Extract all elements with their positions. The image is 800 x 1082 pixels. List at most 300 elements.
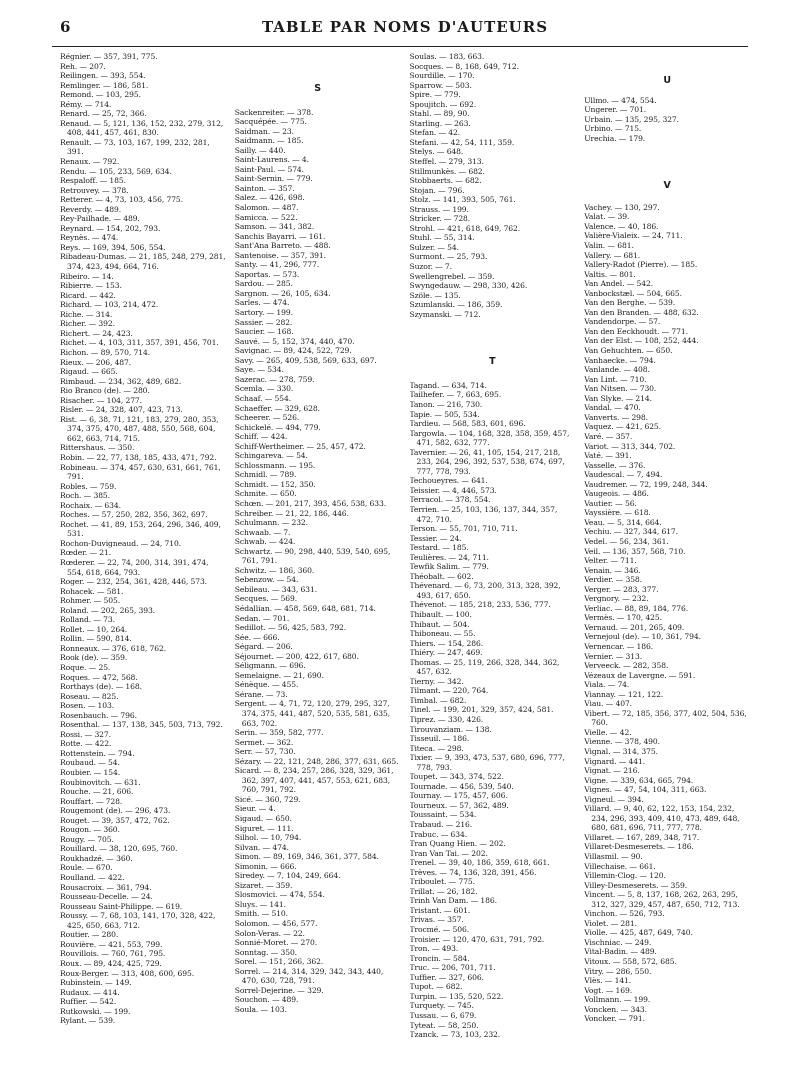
index-entry: Vignes. — 47, 54, 104, 311, 663. — [584, 785, 707, 795]
index-entry: Van den Branden. — 488, 632. — [584, 307, 699, 317]
index-entry: Vautier. — 56. — [584, 498, 637, 508]
index-entry: Trinh Van Dam. — 186. — [409, 896, 497, 906]
index-entry: Retrouvey. — 378. — [60, 185, 129, 195]
index-entry: Viau. — 407. — [584, 699, 632, 709]
index-entry: Teulières. — 24, 711. — [409, 552, 489, 562]
index-entry: Rousseau Saint-Philippe. — 619. — [60, 901, 183, 911]
index-entry: Saucier. — 168. — [234, 327, 294, 337]
index-entry: Variot. — 313, 344, 702. — [584, 441, 676, 451]
index-entry: Saidmann. — 185. — [234, 136, 304, 146]
index-entry: Tiprez. — 330, 426. — [409, 715, 484, 724]
index-entry: Siguret. — 111. — [234, 823, 294, 833]
index-entry: Schmite. — 650. — [234, 489, 297, 499]
index-entry: Vallery-Radot (Pierre). — 185. — [584, 260, 698, 270]
index-entry: Thévenot. — 185, 218, 233, 536, 777. — [409, 600, 551, 610]
index-entry: Sermet. — 362. — [234, 737, 294, 747]
index-entry: Terracol. — 378, 554. — [409, 495, 491, 505]
spacer — [410, 373, 576, 381]
index-entry: Veil. — 136, 357, 568, 710. — [584, 546, 686, 556]
index-entry: Sédallian. — 458, 569, 648, 681, 714. — [234, 603, 376, 613]
index-entry: Roque. — 25. — [60, 663, 111, 672]
index-entry: Toupet. — 343, 374, 522. — [409, 772, 504, 782]
index-entry: Rosenbauch. — 796. — [60, 710, 137, 720]
index-entry: Savignac. — 89, 424, 522, 729. — [234, 346, 352, 356]
index-entry: Venain. — 346. — [584, 565, 641, 575]
index-entry: Sonnié-Moret. — 270. — [234, 938, 318, 948]
index-entry: Trocmé. — 506. — [409, 925, 470, 935]
index-entry: Strauss. — 199. — [409, 204, 469, 214]
index-entry: Sergent. — 4, 71, 72, 120, 279, 295, 327, 374, 375, 441, 487, 520, 535, 581, 635, 663, 702. — [234, 699, 391, 728]
index-entry: Thibault. — 100. — [409, 609, 472, 619]
index-entry: Silhol. — 10, 794. — [234, 833, 302, 843]
index-entry: Soula. — 103. — [234, 1004, 287, 1014]
spacer — [410, 319, 576, 355]
index-entry: Violle. — 425, 487, 649, 740. — [584, 928, 693, 938]
index-entry: Reilingen. — 393, 554. — [60, 71, 146, 81]
index-entry: Tirouvanziam. — 138. — [409, 724, 492, 734]
index-entry: Trèves. — 74, 136, 328, 391, 456. — [409, 867, 537, 877]
index-entry: Théobalt. — 602. — [409, 571, 474, 581]
index-entry: Sardou. — 285. — [234, 279, 293, 289]
index-entry: Toussaint. — 534. — [409, 810, 477, 820]
index-entry: Tournade. — 456, 539, 540. — [409, 781, 514, 791]
index-entry: Valière-Vialeix. — 24, 711. — [584, 231, 683, 241]
index-entry: Rolland. — 73. — [60, 615, 115, 625]
index-entry: Rochon-Duvigneaud. — 24, 710. — [60, 538, 182, 548]
index-entry: Rutkowski. — 199. — [60, 1006, 131, 1016]
index-entry: Tardieu. — 568, 583, 601, 696. — [409, 419, 526, 429]
index-entry: Testard. — 185. — [409, 543, 469, 553]
index-entry: Santenoise. — 357, 391. — [234, 250, 326, 260]
index-entry: Strohl. — 421, 618, 649, 762. — [409, 223, 521, 233]
index-entry: Verger. — 283, 377. — [584, 584, 659, 594]
index-entry: Rey-Pailhade. — 489. — [60, 214, 140, 224]
index-entry: Roubinovitch. — 631. — [60, 777, 141, 787]
index-entry: Sailly. — 440. — [234, 145, 286, 155]
index-entry: Voncken. — 343. — [584, 1004, 647, 1014]
index-entry: Samicca. — 522. — [234, 212, 298, 222]
index-entry: Reys. — 169, 394, 506, 554. — [60, 242, 166, 252]
index-entry: Slosmovici. — 474, 554. — [234, 890, 325, 900]
index-entry: Teissier. — 4, 446, 573. — [409, 485, 497, 495]
index-entry: Rist. — 6, 38, 71, 121, 183, 279, 280, 353, 374, 375, 470, 487, 488, 550, 568, 604, 662, 663, 714, 715. — [60, 414, 219, 443]
index-entry: Vallery. — 681. — [584, 250, 641, 260]
index-entry: Sebileau. — 343, 631. — [234, 584, 318, 594]
index-entry: Trabaud. — 216. — [409, 820, 473, 830]
index-entry: Troisier. — 120, 470, 631, 791, 792. — [409, 934, 545, 944]
index-entry: Techoueyres. — 641. — [409, 476, 488, 486]
index-entry: Sluys. — 141. — [234, 899, 286, 909]
index-entry: Scemla. — 330. — [234, 384, 294, 394]
index-entry: Reynard. — 154, 202, 793. — [60, 223, 161, 233]
index-entry: Schickelé. — 494, 779. — [234, 422, 321, 432]
index-entry: Vigne. — 339, 634, 665, 794. — [584, 775, 694, 785]
index-column-2 — [235, 52, 401, 1076]
index-entry: Vermès. — 170, 425. — [584, 613, 662, 623]
index-entry: Titeca. — 298. — [409, 743, 464, 753]
index-entry: Rouget. — 39, 357, 472, 762. — [60, 815, 170, 825]
index-entry: Sigaud. — 650. — [234, 814, 292, 824]
index-entry: Spire. — 779. — [409, 90, 461, 100]
index-entry: Vernencar. — 186. — [584, 641, 654, 651]
index-entry: Villasmil. — 90. — [584, 852, 643, 862]
index-entry: Schingareva. — 54. — [234, 451, 308, 461]
index-entry: Renaud. — 5, 121, 136, 152, 232, 279, 312, 408, 441, 457, 461, 830. — [60, 118, 224, 138]
index-entry: Saidman. — 23. — [234, 126, 294, 136]
index-entry: Rousacroix. — 361, 794. — [60, 882, 152, 892]
index-entry: Soulas. — 183, 663. — [409, 52, 485, 61]
index-entry: Van den Berghe. — 539. — [584, 298, 676, 308]
index-entry: Rougon. — 360. — [60, 825, 120, 835]
index-entry: Van Slyke. — 214. — [584, 393, 652, 403]
index-entry: Ricard. — 442. — [60, 290, 116, 300]
index-entry: Tixier. — 9, 393, 473, 537, 680, 696, 777, 778, 793. — [409, 753, 565, 772]
index-entry: Renault. — 73, 103, 167, 199, 232, 281, 391. — [60, 137, 210, 157]
index-entry: Rotte. — 422. — [60, 739, 112, 749]
index-entry: Rosen. — 103. — [60, 701, 115, 711]
spacer — [235, 52, 401, 82]
index-entry: Vlès. — 141. — [584, 976, 632, 986]
spacer — [584, 143, 750, 179]
index-entry: Tavernier. — 26, 41, 105, 154, 217, 218, 233, 264, 296, 392, 537, 538, 674, 697, 777, 778, 793. — [409, 447, 565, 476]
index-entry: Schlossmann. — 195. — [234, 460, 316, 470]
index-entry: Valat. — 39. — [584, 212, 630, 222]
index-entry: Ségard. — 206. — [234, 642, 293, 652]
index-entry: Risacher. — 104, 277. — [60, 395, 142, 405]
index-entry: Schaaf. — 554. — [234, 393, 292, 403]
index-entry: Tristant. — 601. — [409, 905, 471, 915]
index-entry: Valin. — 681. — [584, 241, 634, 251]
index-entry: Vibert. — 72, 185, 356, 377, 402, 504, 536, 760. — [584, 708, 747, 728]
index-entry: Rochaix. — 634. — [60, 500, 121, 510]
index-entry: Tournay. — 175, 457, 606. — [409, 791, 508, 801]
index-entry: Swyngedauw. — 298, 330, 426. — [409, 281, 528, 291]
section-letter: V — [663, 180, 671, 192]
index-entry: Saint-Paul. — 574. — [234, 164, 304, 174]
index-entry: Stahl. — 89, 90. — [409, 109, 470, 119]
index-entry: Rollet. — 10, 264. — [60, 624, 128, 634]
index-entry: Roseau. — 825. — [60, 691, 119, 701]
index-entry: Villard. — 9, 40, 62, 122, 153, 154, 232, 234, 296, 393, 409, 410, 473, 489, 648, 680, 681, 696, 711, 777, 778. — [584, 804, 740, 833]
index-entry: Sanchis Bayarri. — 161. — [234, 231, 326, 241]
index-entry: Sarles. — 474. — [234, 298, 290, 308]
index-entry: Viala. — 74. — [584, 680, 630, 690]
index-entry: Salez. — 426, 698. — [234, 193, 305, 203]
index-entry: Van Gehuchten. — 650. — [584, 346, 673, 356]
index-entry: Sorrel-Dejerine. — 329. — [234, 985, 324, 995]
index-entry: Vital-Badin. — 489. — [584, 947, 657, 957]
index-entry: Tilmant. — 220, 764. — [409, 686, 489, 696]
index-entry: Rudaux. — 414. — [60, 987, 120, 997]
index-entry: Renaux. — 792. — [60, 157, 120, 167]
index-entry: Sicard. — 8, 234, 257, 286, 328, 329, 361, 362, 397, 407, 441, 457, 553, 621, 683, 760, 791, 792. — [234, 766, 394, 795]
index-entry: Ungerer. — 701. — [584, 105, 647, 115]
index-entry: Vaudremer. — 72, 199, 248, 344. — [584, 479, 708, 489]
index-entry: Vaté. — 391. — [584, 451, 632, 461]
index-entry: Vaquez. — 421, 625. — [584, 422, 661, 432]
index-entry: Roukhadzé. — 360. — [60, 853, 133, 863]
index-entry: Vitry. — 286, 550. — [584, 966, 652, 976]
index-entry: Van der Elst. — 108, 252, 444. — [584, 336, 699, 346]
page-number: 6 — [60, 18, 71, 36]
index-entry: Sauvé. — 5, 152, 374, 440, 470. — [234, 336, 355, 346]
index-entry: Roger. — 232, 254, 361, 428, 446, 573. — [60, 577, 207, 587]
index-column-3 — [410, 52, 576, 1076]
index-entry: Vanbockstæl. — 504, 665. — [584, 288, 682, 298]
index-entry: Sizaret. — 359. — [234, 880, 293, 890]
index-entry: Silvan. — 474. — [234, 842, 289, 852]
index-entry: Schwab. — 424. — [234, 537, 296, 547]
index-entry: Respaloff. — 185. — [60, 176, 126, 186]
index-entry: Serr. — 57, 730. — [234, 747, 296, 757]
index-entry: Schmidl. — 789. — [234, 470, 297, 480]
index-entry: Vedel. — 56, 234, 361. — [584, 536, 669, 546]
index-entry: Sazerac. — 278, 759. — [234, 374, 315, 384]
index-entry: Schiff. — 424. — [234, 432, 288, 442]
index-entry: Vinchon. — 526, 793. — [584, 909, 665, 919]
index-entry: Routier. — 280. — [60, 930, 119, 940]
index-entry: Vanverts. — 298. — [584, 412, 648, 422]
index-entry: Richet. — 4, 103, 311, 357, 391, 456, 701. — [60, 338, 219, 348]
index-entry: Velter. — 711. — [584, 556, 637, 566]
index-entry: Reh. — 207. — [60, 61, 106, 71]
index-entry: Régnier. — 357, 391, 775. — [60, 52, 158, 61]
index-entry: Vergnory. — 232. — [584, 594, 649, 604]
index-entry: Varé. — 357. — [584, 431, 633, 441]
index-entry: Schwartz. — 90, 298, 440, 539, 540, 695, 761, 791. — [234, 546, 391, 566]
index-entry: Vollmann. — 199. — [584, 995, 651, 1005]
index-entry: Tessier. — 24. — [409, 533, 462, 543]
index-entry: Vaudescal. — 7, 494. — [584, 470, 663, 480]
index-entry: Stuhl. — 55, 314. — [409, 233, 475, 243]
index-entry: Séjournet. — 200, 422, 617, 680. — [234, 651, 359, 661]
index-column-4 — [584, 52, 750, 1076]
index-entry: Villaret. — 167, 289, 348, 717. — [584, 832, 700, 842]
index-entry: Vachey. — 130, 297. — [584, 202, 660, 212]
index-entry: Rœder. — 21. — [60, 548, 112, 558]
index-entry: Rittershaus. — 350. — [60, 443, 135, 453]
index-entry: Sedillot. — 56, 425, 583, 792. — [234, 623, 347, 633]
index-entry: Sorel. — 151, 266, 362. — [234, 957, 324, 967]
index-entry: Stolz. — 141, 393, 505, 761. — [409, 195, 516, 205]
index-entry: Simonin. — 666. — [234, 861, 297, 871]
index-entry: Vischniac. — 249. — [584, 937, 652, 947]
index-entry: Trivas. — 357. — [409, 915, 464, 925]
index-entry: Tyteat. — 58, 250. — [409, 1020, 479, 1030]
index-entry: Vigneul. — 394. — [584, 794, 644, 804]
index-entry: Richert. — 24, 423. — [60, 328, 133, 338]
index-entry: Roulland. — 422. — [60, 873, 125, 883]
index-entry: Richon. — 89, 570, 714. — [60, 347, 151, 357]
index-entry: Vandendorpe. — 57. — [584, 317, 661, 327]
index-entry: Swellengrebel. — 359. — [409, 271, 495, 281]
index-entry: Tierny. — 342. — [409, 676, 464, 686]
index-entry: Rohmer. — 505. — [60, 596, 121, 606]
index-entry: Thomas. — 25, 119, 266, 328, 344, 362, 457, 632. — [409, 657, 560, 677]
index-entry: Voncker. — 791. — [584, 1014, 645, 1024]
index-entry: Van Andel. — 542. — [584, 279, 654, 289]
index-entry: Tron. — 493. — [409, 944, 459, 954]
index-entry: Thiéry. — 247, 469. — [409, 648, 483, 658]
index-entry: Roubaud. — 54. — [60, 758, 120, 768]
index-entry: Roques. — 472, 568. — [60, 672, 138, 682]
index-entry: Rosenthal. — 137, 138, 345, 503, 713, 792. — [60, 720, 223, 730]
index-entry: Vanlande. — 408. — [584, 365, 650, 375]
index-entry: Sulzer. — 54. — [409, 242, 459, 252]
index-entry: Schreiber. — 21, 22, 186, 446. — [234, 508, 349, 518]
index-entry: Spoujitch. — 692. — [409, 99, 477, 109]
index-entry: Stefan. — 42. — [409, 128, 461, 138]
index-entry: Scheerer. — 526. — [234, 413, 300, 423]
section-letter: U — [663, 75, 671, 86]
index-entry: Ruffier. — 542. — [60, 997, 117, 1007]
index-entry: Richard. — 103, 214, 472. — [60, 300, 159, 310]
index-entry: Rousseau-Decelle. — 24. — [60, 892, 153, 902]
index-entry: Vandal. — 470. — [584, 403, 641, 413]
index-entry: Vienne. — 378, 490. — [584, 737, 660, 747]
index-entry: Rimbaud. — 234, 362, 489, 682. — [60, 376, 182, 386]
index-entry: Vaugeois. — 486. — [584, 489, 649, 499]
page-header — [60, 18, 750, 44]
index-entry: Rendu. — 105, 233, 569, 634. — [60, 166, 172, 176]
index-entry: Riche. — 314. — [60, 309, 113, 319]
index-entry: Sourdille. — 170. — [409, 71, 475, 81]
index-entry: Tourneux. — 57, 362, 489. — [409, 800, 509, 810]
index-entry: Richer. — 392. — [60, 319, 115, 329]
index-entry: Urbain. — 135, 295, 327. — [584, 114, 679, 124]
spacer — [235, 100, 401, 108]
index-entry: Terson. — 55, 701, 710, 711. — [409, 524, 518, 534]
index-entry: Vignat. — 216. — [584, 766, 640, 776]
index-entry: Serin. — 359, 582, 777. — [234, 728, 324, 738]
index-entry: Saint-Sernin. — 779. — [234, 174, 313, 184]
index-entry: Sacquépée. — 775. — [234, 117, 307, 127]
index-entry: Rollin. — 590, 814. — [60, 634, 132, 644]
index-entry: Thiboneau. — 55. — [409, 629, 476, 639]
index-entry: Szöle. — 135. — [409, 290, 461, 300]
index-entry: Targowla. — 104, 168, 328, 358, 359, 457, 471, 582, 632, 777. — [409, 428, 570, 448]
index-entry: Rook (de). — 359. — [60, 653, 128, 663]
index-entry: Vogt. — 169. — [584, 985, 633, 995]
index-entry: Stojan. — 796. — [409, 185, 465, 195]
index-entry: Suzor. — 7. — [409, 262, 452, 272]
index-entry: Stillmunkès. — 682. — [409, 166, 485, 176]
index-entry: Vézeaux de Lavergne. — 591. — [584, 670, 696, 680]
index-entry: Tewfik Salim. — 779. — [409, 562, 489, 572]
index-entry: Roubier. — 154. — [60, 768, 121, 778]
index-entry: Sedan. — 701. — [234, 613, 290, 623]
index-entry: Verdier. — 358. — [584, 575, 642, 585]
index-entry: Saye. — 534. — [234, 365, 284, 375]
index-entry: Turquety. — 745. — [409, 1001, 474, 1011]
index-entry: Surmont. — 25, 793. — [409, 252, 488, 262]
index-entry: Séligmann. — 696. — [234, 661, 306, 671]
index-entry: Vernejoul (de). — 10, 361, 794. — [584, 632, 701, 642]
index-entry: Roux-Berger. — 313, 408, 600, 695. — [60, 968, 195, 978]
index-entry: Van den Eeckhoudt. — 771. — [584, 326, 688, 336]
index-entry: Sée. — 666. — [234, 632, 280, 642]
index-entry: Savy. — 265, 409, 538, 569, 633, 697. — [234, 355, 377, 365]
index-entry: Remond. — 103, 295. — [60, 90, 141, 100]
index-entry: Vernaud. — 201, 265, 409. — [584, 622, 685, 632]
index-entry: Rougy. — 705. — [60, 834, 114, 844]
index-entry: Van Nitsen. — 730. — [584, 384, 657, 394]
index-entry: Stelys. — 648. — [409, 147, 464, 157]
index-entry: Sérane. — 73. — [234, 689, 288, 699]
index-entry: Steffel. — 279, 313. — [409, 157, 484, 167]
index-entry: Starling. — 263. — [409, 118, 471, 128]
index-entry: Vitoux. — 558, 572, 685. — [584, 957, 677, 967]
index-entry: Rieux. — 206, 487. — [60, 357, 132, 367]
index-entry: Reverdy. — 489. — [60, 204, 122, 214]
index-columns — [60, 52, 750, 1076]
index-entry: Tussau. — 6, 679. — [409, 1010, 477, 1020]
index-entry: Rouvière. — 421, 553, 799. — [60, 939, 163, 949]
index-entry: Thiers. — 154, 286. — [409, 638, 484, 648]
index-entry: Ronneaux. — 376, 618, 762. — [60, 643, 167, 653]
index-entry: Schmidt. — 152, 350. — [234, 479, 316, 489]
index-entry: Trillat. — 26, 182. — [409, 886, 478, 896]
index-entry: Tuffier. — 327, 606. — [409, 972, 484, 982]
index-entry: Renard. — 25, 72, 366. — [60, 109, 147, 119]
index-entry: Salomon. — 487. — [234, 203, 299, 213]
index-entry: Valtis. — 801. — [584, 269, 636, 279]
index-column-1 — [60, 52, 226, 1076]
index-entry: Schiff-Wertheimer. — 25, 457, 472. — [234, 441, 366, 451]
index-entry: Tanon. — 216, 730. — [409, 399, 483, 409]
index-entry: Retterer. — 4, 73, 103, 456, 775. — [60, 195, 183, 205]
index-entry: Roussy. — 7, 68, 103, 141, 170, 328, 422, 425, 650, 663, 712. — [60, 911, 216, 930]
index-entry: Siredey. — 7, 104, 249, 664. — [234, 871, 341, 881]
index-entry: Rouillard. — 38, 120, 695, 760. — [60, 844, 178, 854]
section-letter: S — [314, 83, 321, 94]
index-entry: Urbino. — 715. — [584, 124, 642, 134]
index-entry: Sonntag. — 350. — [234, 947, 297, 957]
index-entry: Truc. — 206, 701, 711. — [409, 963, 496, 973]
index-entry: Rœderer. — 22, 74, 200, 314, 391, 474, 554, 618, 664, 793. — [60, 557, 209, 577]
index-entry: Verveeck. — 282, 358. — [584, 661, 669, 671]
index-entry: Roch. — 385. — [60, 491, 110, 501]
index-entry: Sénèque. — 455. — [234, 680, 299, 690]
index-entry: Remlinger. — 186, 581. — [60, 80, 149, 90]
index-entry: Rouffart. — 728. — [60, 796, 123, 806]
index-entry: Saportas. — 573. — [234, 269, 300, 279]
index-entry: Vignard. — 441. — [584, 756, 646, 766]
index-entry: Vanhaecke. — 794. — [584, 355, 656, 365]
index-entry: Urechia. — 179. — [584, 133, 646, 143]
index-entry: Stricker. — 728. — [409, 214, 471, 224]
header-rule — [52, 46, 748, 47]
index-entry: Sicé. — 360, 729. — [234, 794, 301, 804]
index-entry: Ribeiro. — 14. — [60, 271, 114, 281]
index-entry: Vechiu. — 327, 344, 617. — [584, 527, 678, 537]
index-entry: Tisseuil. — 186. — [409, 734, 470, 744]
index-entry: Socques. — 8, 168, 649, 712. — [409, 61, 519, 71]
index-entry: Tagand. — 634, 714. — [409, 380, 487, 390]
index-entry: Vayssière. — 618. — [584, 508, 651, 518]
index-entry: Risler. — 24, 328, 407, 423, 713. — [60, 405, 183, 415]
index-entry: Schœn. — 201, 217, 393, 456, 538, 633. — [234, 498, 387, 508]
index-entry: Rossi. — 327. — [60, 729, 111, 739]
index-entry: Rouche. — 21, 606. — [60, 787, 134, 797]
index-entry: Valence. — 40, 186. — [584, 221, 659, 231]
index-entry: Sackenreiter. — 378. — [234, 107, 314, 117]
index-entry: Reynès. — 474. — [60, 233, 119, 243]
index-entry: Stefani. — 42, 54, 111, 359. — [409, 137, 515, 147]
index-entry: Tzanck. — 73, 103, 232. — [409, 1030, 501, 1040]
index-entry: Santy. — 41, 296, 777. — [234, 260, 320, 270]
index-entry: Villechaise. — 661. — [584, 861, 656, 871]
